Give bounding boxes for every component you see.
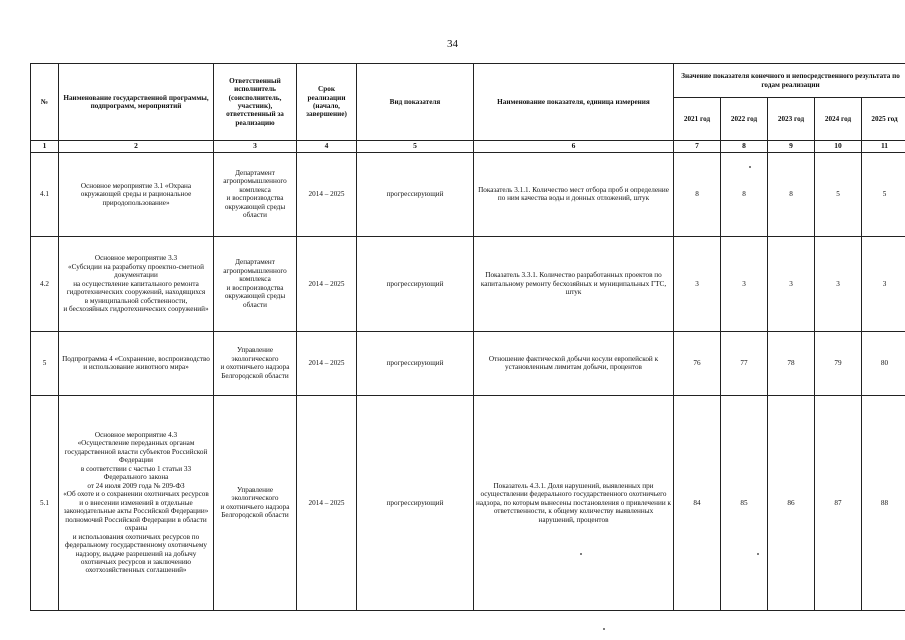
row-type: прогрессирующий xyxy=(357,152,474,236)
row-value: 8 xyxy=(768,152,815,236)
row-number: 5 xyxy=(31,331,59,395)
row-value: 5 xyxy=(815,152,862,236)
row-value: 80 xyxy=(862,331,905,395)
column-number: 4 xyxy=(297,141,357,153)
row-value: 3 xyxy=(862,236,905,331)
column-number: 3 xyxy=(214,141,297,153)
row-value: 3 xyxy=(815,236,862,331)
row-value: 5 xyxy=(862,152,905,236)
row-indicator: Отношение фактической добычи косули европейской к установленным лимитам добычи, процентов xyxy=(474,331,674,395)
column-number: 5 xyxy=(357,141,474,153)
table-row xyxy=(31,152,905,236)
row-period: 2014 – 2025 xyxy=(297,152,357,236)
page-number: 34 xyxy=(447,38,458,50)
column-number: 1 xyxy=(31,141,59,153)
row-type: прогрессирующий xyxy=(357,236,474,331)
header-period: Срок реализации (начало, завершение) xyxy=(297,64,357,141)
row-value: 8 xyxy=(674,152,721,236)
header-year: 2024 год xyxy=(815,98,862,141)
header-year: 2025 год xyxy=(862,98,905,141)
row-period: 2014 – 2025 xyxy=(297,331,357,395)
indicators-table xyxy=(30,63,905,611)
column-number: 6 xyxy=(474,141,674,153)
table-row xyxy=(31,395,905,610)
scan-speck xyxy=(603,628,605,630)
header-num: № xyxy=(31,64,59,141)
column-numbers-row xyxy=(31,141,905,153)
row-value: 87 xyxy=(815,395,862,610)
row-responsible: Управление экологического и охотничьего надзора Белгородской области xyxy=(214,395,297,610)
column-number: 10 xyxy=(815,141,862,153)
column-number: 8 xyxy=(721,141,768,153)
scan-speck xyxy=(580,553,582,555)
row-number: 4.2 xyxy=(31,236,59,331)
header-row xyxy=(31,64,905,98)
header-year: 2022 год xyxy=(721,98,768,141)
row-period: 2014 – 2025 xyxy=(297,236,357,331)
scan-speck xyxy=(749,166,751,168)
column-number: 9 xyxy=(768,141,815,153)
row-name: Подпрограмма 4 «Сохранение, воспроизводство и использование животного мира» xyxy=(59,331,214,395)
header-responsible: Ответственный исполнитель (соисполнитель, участник), ответственный за реализацию xyxy=(214,64,297,141)
header-name: Наименование государственной программы, подпрограмм, мероприятий xyxy=(59,64,214,141)
row-value: 78 xyxy=(768,331,815,395)
row-responsible: Департамент агропромышленного комплекса и воспроизводства окружающей среды области xyxy=(214,152,297,236)
row-value: 76 xyxy=(674,331,721,395)
header-type: Вид показателя xyxy=(357,64,474,141)
table-row xyxy=(31,331,905,395)
table-row xyxy=(31,236,905,331)
scan-speck xyxy=(757,553,759,555)
row-value: 3 xyxy=(721,236,768,331)
row-value: 85 xyxy=(721,395,768,610)
row-number: 4.1 xyxy=(31,152,59,236)
header-indicator: Наименование показателя, единица измерения xyxy=(474,64,674,141)
row-indicator: Показатель 3.1.1. Количество мест отбора проб и определение по ним качества воды и донных отложений, штук xyxy=(474,152,674,236)
row-value: 3 xyxy=(768,236,815,331)
row-type: прогрессирующий xyxy=(357,395,474,610)
row-name: Основное мероприятие 3.3 «Субсидии на разработку проектно-сметной документации на осуществление капитального ремонта гидротехнических сооружений, находящихся в муниципальной собственности, и бесхозяйных гидротехнических сооружений» xyxy=(59,236,214,331)
row-responsible: Департамент агропромышленного комплекса и воспроизводства окружающей среды области xyxy=(214,236,297,331)
row-value: 8 xyxy=(721,152,768,236)
row-name: Основное мероприятие 4.3 «Осуществление переданных органам государственной власти субъектов Российской Федерации в соответствии с частью 1 статьи 33 Федерального закона от 24 июля 2009 года № 209-ФЗ «Об охоте и о сохранении охотничьих ресурсов и о внесении изменений в отдельные законодательные акты Российской Федерации» полномочий Российской Федерации в области охраны и использования охотничьих ресурсов по федеральному государственному охотничьему надзору, выдаче разрешений на добычу охотничьих ресурсов и заключению охотхозяйственных соглашений» xyxy=(59,395,214,610)
header-values: Значение показателя конечного и непосредственного результата по годам реализации xyxy=(674,64,905,98)
column-number: 7 xyxy=(674,141,721,153)
row-value: 88 xyxy=(862,395,905,610)
row-indicator: Показатель 4.3.1. Доля нарушений, выявленных при осуществлении федерального государственного охотничьего надзора, по которым вынесены постановления о привлечении к ответственности, к общему количеству выявленных нарушений, процентов xyxy=(474,395,674,610)
row-indicator: Показатель 3.3.1. Количество разработанных проектов по капитальному ремонту бесхозяйных и муниципальных ГТС, штук xyxy=(474,236,674,331)
header-year: 2021 год xyxy=(674,98,721,141)
row-value: 86 xyxy=(768,395,815,610)
column-number: 2 xyxy=(59,141,214,153)
row-number: 5.1 xyxy=(31,395,59,610)
row-responsible: Управление экологического и охотничьего надзора Белгородской области xyxy=(214,331,297,395)
row-value: 77 xyxy=(721,331,768,395)
column-number: 11 xyxy=(862,141,905,153)
row-type: прогрессирующий xyxy=(357,331,474,395)
row-value: 84 xyxy=(674,395,721,610)
header-year: 2023 год xyxy=(768,98,815,141)
row-name: Основное мероприятие 3.1 «Охрана окружающей среды и рациональное природопользование» xyxy=(59,152,214,236)
row-value: 79 xyxy=(815,331,862,395)
row-period: 2014 – 2025 xyxy=(297,395,357,610)
row-value: 3 xyxy=(674,236,721,331)
